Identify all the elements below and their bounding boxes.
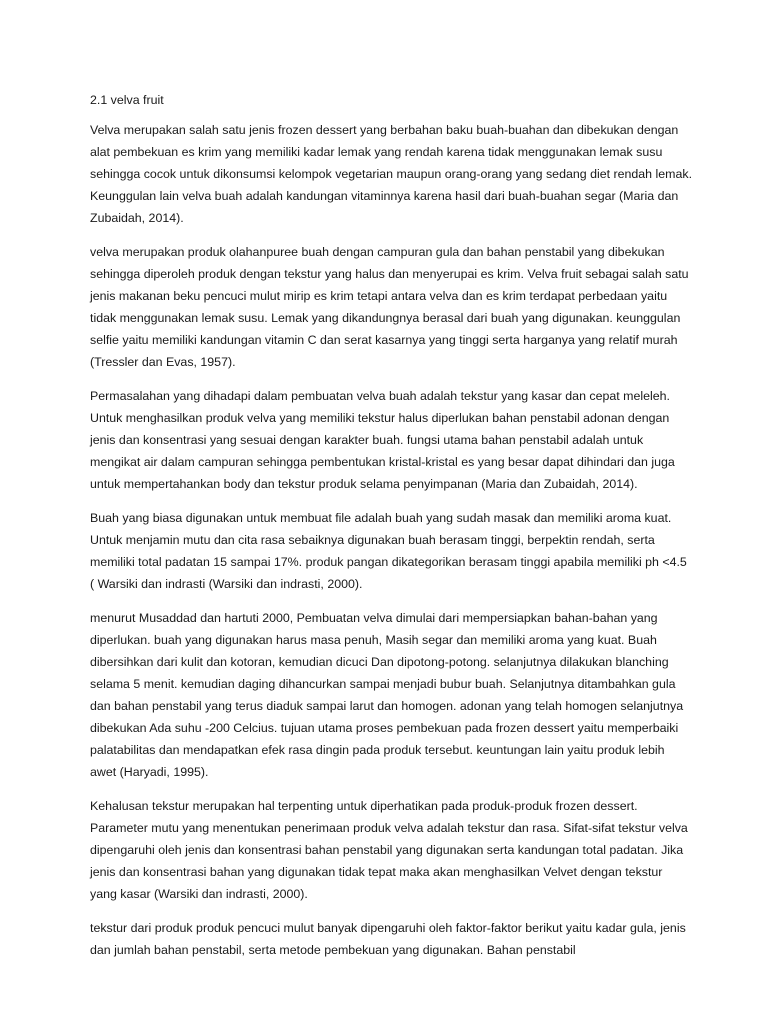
paragraph-7: tekstur dari produk produk pencuci mulut banyak dipengaruhi oleh faktor-faktor berikut yaitu kadar gula, jenis dan jumlah bahan penstabil, serta metode pembekuan yang digunakan. Bahan penstabil	[90, 921, 686, 957]
paragraph-3: Permasalahan yang dihadapi dalam pembuatan velva buah adalah tekstur yang kasar dan cepat meleleh. Untuk menghasilkan produk velva yang memiliki tekstur halus diperlukan bahan penstabil adonan dengan jenis dan konsentrasi yang sesuai dengan karakter buah. fungsi utama bahan penstabil adalah untuk mengikat air dalam campuran sehingga pembentukan kristal-kristal es yang besar dapat dihindari dan juga untuk mempertahankan body dan tekstur produk selama penyimpanan (Maria dan Zubaidah, 2014).	[90, 389, 675, 491]
paragraph-2: velva merupakan produk olahanpuree buah dengan campuran gula dan bahan penstabil yang dibekukan sehingga diperoleh produk dengan tekstur yang halus dan menyerupai es krim. Velva fruit sebagai salah satu jenis makanan beku pencuci mulut mirip es krim tetapi antara velva dan es krim terdapat perbedaan yaitu tidak menggunakan lemak susu. Lemak yang dikandungnya berasal dari buah yang digunakan. keunggulan selfie yaitu memiliki kandungan vitamin C dan serat kasarnya yang tinggi serta harganya yang relatif murah (Tressler dan Evas, 1957).	[90, 245, 689, 369]
document-body	[90, 89, 692, 973]
paragraph-4: Buah yang biasa digunakan untuk membuat file adalah buah yang sudah masak dan memiliki aroma kuat. Untuk menjamin mutu dan cita rasa sebaiknya digunakan buah berasam tinggi, berpektin rendah, serta memiliki total padatan 15 sampai 17%. produk pangan dikategorikan berasam tinggi apabila memiliki ph <4.5 ( Warsiki dan indrasti (Warsiki dan indrasti, 2000).	[90, 511, 687, 591]
paragraph-5: menurut Musaddad dan hartuti 2000, Pembuatan velva dimulai dari mempersiapkan bahan-bahan yang diperlukan. buah yang digunakan harus masa penuh, Masih segar dan memiliki aroma yang kuat. Buah dibersihkan dari kulit dan kotoran, kemudian dicuci Dan dipotong-potong. selanjutnya dilakukan blanching selama 5 menit. kemudian daging dihancurkan sampai menjadi bubur buah. Selanjutnya ditambahkan gula dan bahan penstabil yang terus diaduk sampai larut dan homogen. adonan yang telah homogen selanjutnya dibekukan Ada suhu -200 Celcius. tujuan utama proses pembekuan pada frozen dessert yaitu memperbaiki palatabilitas dan mendapatkan efek rasa dingin pada produk tersebut. keuntungan lain yaitu produk lebih awet (Haryadi, 1995).	[90, 611, 684, 779]
paragraph-1: Velva merupakan salah satu jenis frozen dessert yang berbahan baku buah-buahan dan dibekukan dengan alat pembekuan es krim yang memiliki kadar lemak yang rendah karena tidak menggunakan lemak susu sehingga cocok untuk dikonsumsi kelompok vegetarian maupun orang-orang yang sedang diet rendah lemak. Keunggulan lain velva buah adalah kandungan vitaminnya karena hasil dari buah-buahan segar (Maria dan Zubaidah, 2014).	[90, 123, 693, 225]
section-heading: 2.1 velva fruit	[90, 93, 164, 107]
paragraph-6: Kehalusan tekstur merupakan hal terpenting untuk diperhatikan pada produk-produk frozen dessert. Parameter mutu yang menentukan penerimaan produk velva adalah tekstur dan rasa. Sifat-sifat tekstur velva dipengaruhi oleh jenis dan konsentrasi bahan penstabil yang digunakan serta kandungan total padatan. Jika jenis dan konsentrasi bahan yang digunakan tidak tepat maka akan menghasilkan Velvet dengan tekstur yang kasar (Warsiki dan indrasti, 2000).	[90, 799, 688, 901]
